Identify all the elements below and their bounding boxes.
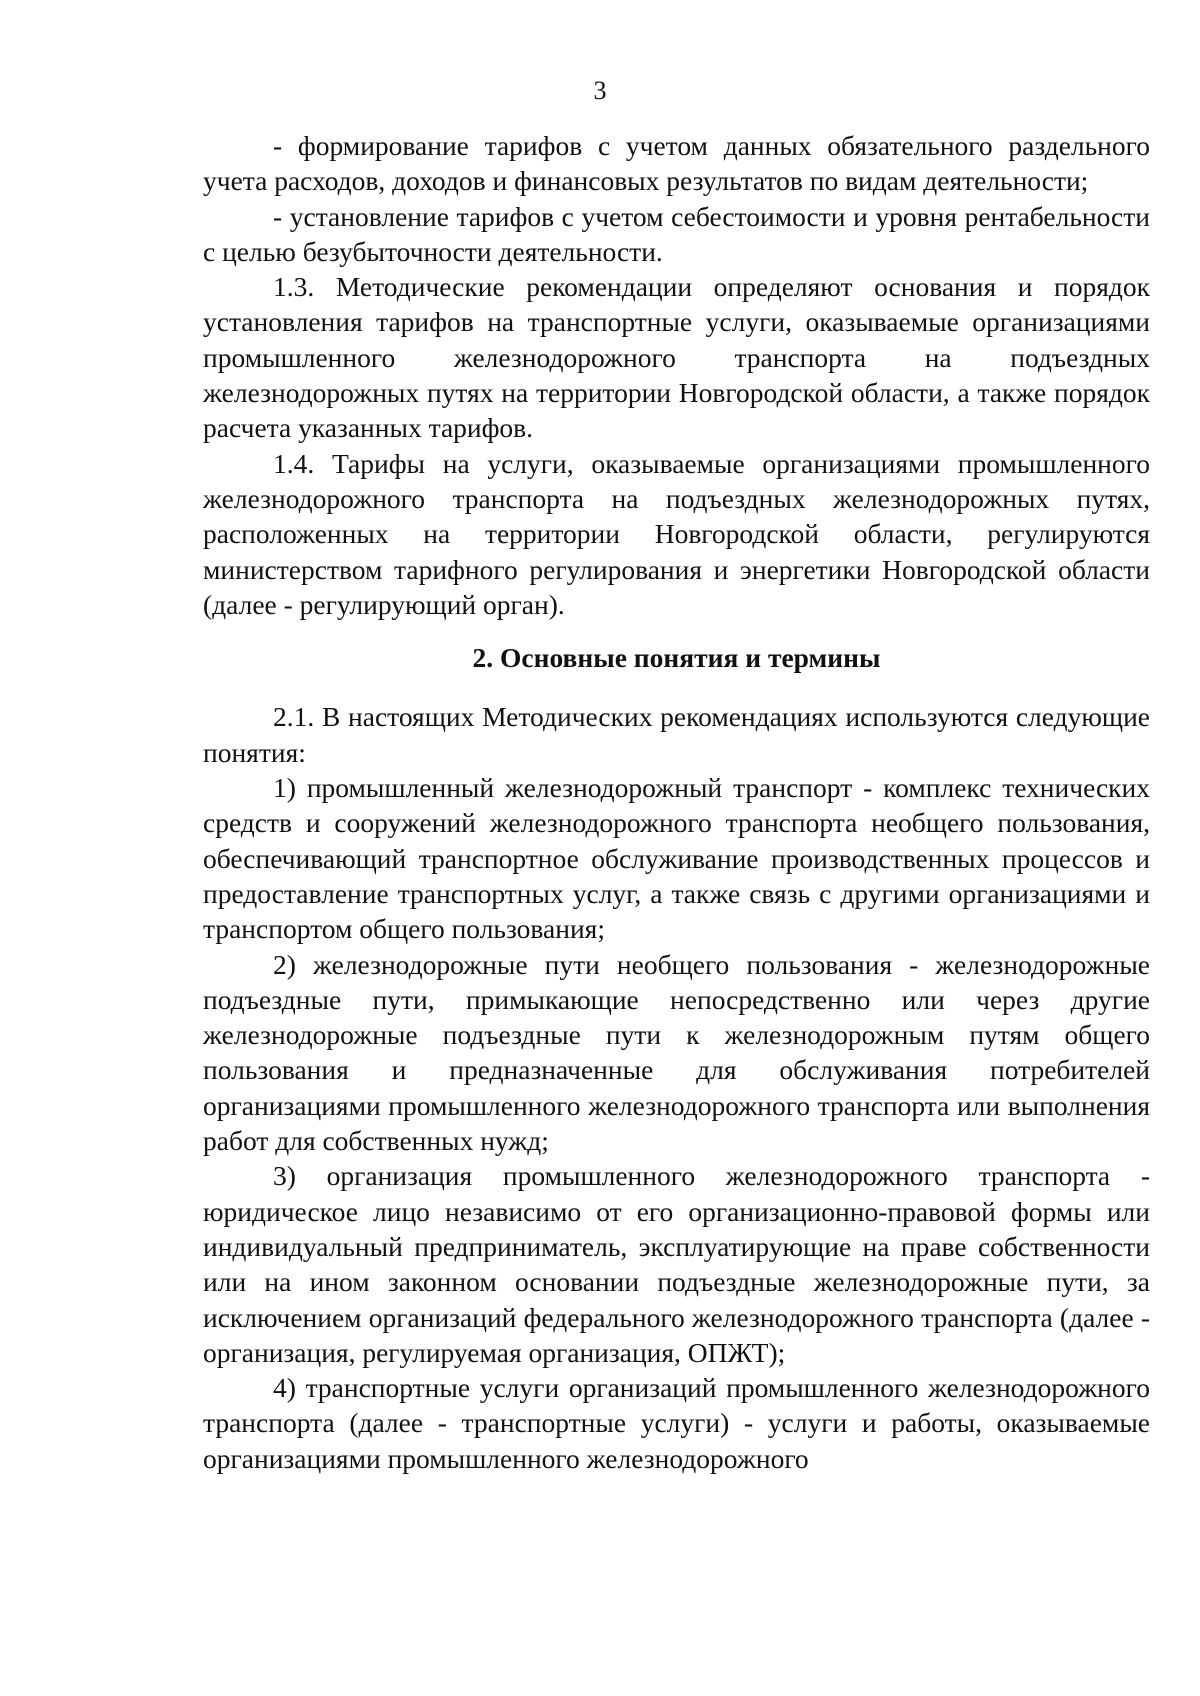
page-number: 3 [593,76,607,105]
paragraph-tariff-formation: - формирование тарифов с учетом данных обязательного раздельного учета расходов, доходов и финансовых результатов по видам деятельности; [203,130,1150,197]
definition-3: 3) организация промышленного железнодорожного транспорта - юридическое лицо независимо от его организационно-правовой формы или индивидуальный предприниматель, эксплуатирующие на праве собственности или на ином законном основании подъездные железнодорожные пути, за исключением организаций федерального железнодорожного транспорта (далее - организация, регулируемая организация, ОПЖТ); [203,1160,1150,1368]
section-heading: 2. Основные понятия и термины [472,642,881,674]
paragraph-2-1: 2.1. В настоящих Методических рекомендациях используются следующие понятия: [203,701,1150,768]
definition-4: 4) транспортные услуги организаций промышленного железнодорожного транспорта (далее - транспортные услуги) - услуги и работы, оказываемые организациями промышленного железнодорожного [203,1372,1150,1474]
paragraph-1-4: 1.4. Тарифы на услуги, оказываемые организациями промышленного железнодорожного транспорта на подъездных железнодорожных путях, расположенных на территории Новгородской области, регулируются министерством тарифного регулирования и энергетики Новгородской области (далее - регулирующий орган). [203,447,1150,620]
document-body [203,128,1150,1476]
definition-1: 1) промышленный железнодорожный транспорт - комплекс технических средств и сооружений железнодорожного транспорта необщего пользования, обеспечивающий транспортное обслуживание производственных процессов и предоставление транспортных услуг, а также связь с другими организациями и транспортом общего пользования; [203,772,1150,945]
paragraph-tariff-establishment: - установление тарифов с учетом себестоимости и уровня рентабельности с целью безубыточности деятельности. [203,200,1150,267]
definition-2: 2) железнодорожные пути необщего пользования - железнодорожные подъездные пути, примыкающие непосредственно или через другие железнодорожные подъездные пути к железнодорожным путям общего пользования и предназначенные для обслуживания потребителей организациями промышленного железнодорожного транспорта или выполнения работ для собственных нужд; [203,948,1150,1157]
paragraph-1-3: 1.3. Методические рекомендации определяют основания и порядок установления тарифов на транспортные услуги, оказываемые организациями промышленного железнодорожного транспорта на подъездных железнодорожных путях на территории Новгородской области, а также порядок расчета указанных тарифов. [203,271,1150,444]
